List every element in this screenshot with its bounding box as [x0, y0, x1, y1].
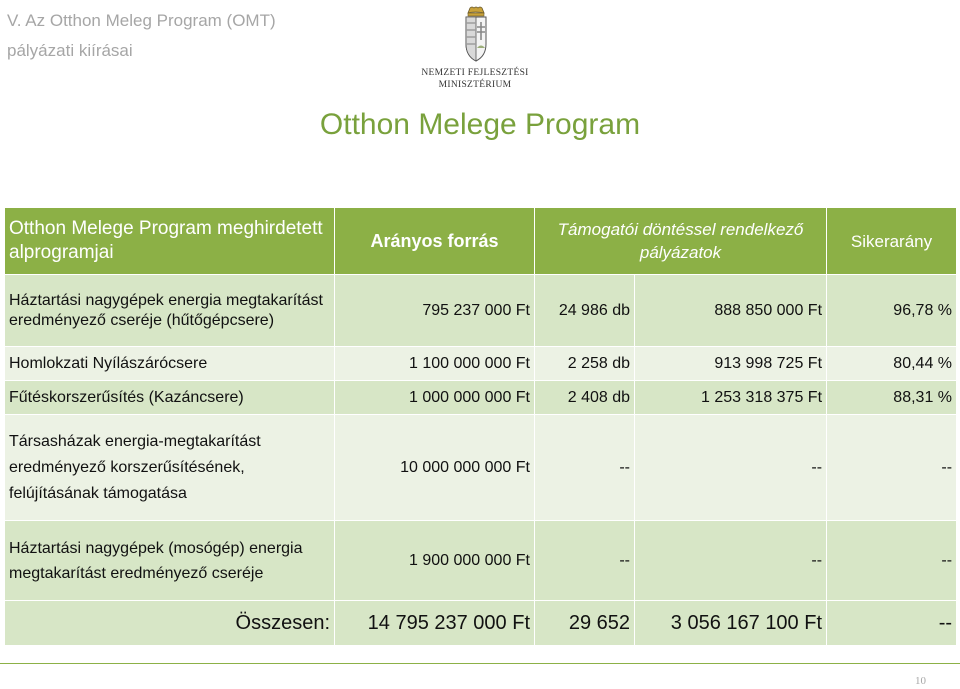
logo-text-line-1: NEMZETI FEJLESZTÉSI	[421, 68, 529, 78]
row-rate: 88,31 %	[827, 381, 957, 415]
row-amount: --	[635, 521, 827, 601]
row-rate: --	[827, 521, 957, 601]
table-row	[5, 521, 957, 601]
row-subprogram-name: Háztartási nagygépek energia megtakarítást eredményező cseréje (hűtőgépcsere)	[5, 275, 335, 347]
footer-divider	[0, 663, 960, 664]
slide-header	[7, 6, 276, 66]
header-approved-applications: Támogatói döntéssel rendelkező pályázatok	[535, 208, 827, 275]
header-line-1: V. Az Otthon Meleg Program (OMT)	[7, 11, 276, 30]
ministry-logo	[416, 6, 534, 96]
row-count: 2 408 db	[535, 381, 635, 415]
header-proportional-source: Arányos forrás	[335, 208, 535, 275]
total-count: 29 652	[535, 601, 635, 646]
row-source: 1 100 000 000 Ft	[335, 347, 535, 381]
row-rate: 96,78 %	[827, 275, 957, 347]
coat-of-arms-icon	[416, 6, 534, 68]
row-rate: --	[827, 415, 957, 521]
slide-number: 10	[915, 675, 926, 687]
total-source: 14 795 237 000 Ft	[335, 601, 535, 646]
row-amount: --	[635, 415, 827, 521]
row-count: 24 986 db	[535, 275, 635, 347]
row-rate: 80,44 %	[827, 347, 957, 381]
row-amount: 913 998 725 Ft	[635, 347, 827, 381]
row-subprogram-name: Fűtéskorszerűsítés (Kazáncsere)	[5, 381, 335, 415]
page-title: Otthon Melege Program	[319, 108, 641, 141]
table-header-row	[5, 208, 957, 275]
row-subprogram-name: Homlokzati Nyílászárócsere	[5, 347, 335, 381]
header-success-rate: Sikerarány	[827, 208, 957, 275]
header-line-2: pályázati kiírásai	[7, 41, 133, 60]
table-row	[5, 381, 957, 415]
row-source: 795 237 000 Ft	[335, 275, 535, 347]
row-count: 2 258 db	[535, 347, 635, 381]
row-amount: 1 253 318 375 Ft	[635, 381, 827, 415]
row-source: 10 000 000 000 Ft	[335, 415, 535, 521]
row-source: 1 900 000 000 Ft	[335, 521, 535, 601]
row-subprogram-name: Háztartási nagygépek (mosógép) energia megtakarítást eredményező cseréje	[5, 521, 335, 601]
program-table	[4, 207, 957, 646]
logo-text-line-2: MINISZTÉRIUM	[438, 80, 512, 90]
total-row	[5, 601, 957, 646]
table-row	[5, 275, 957, 347]
row-count: --	[535, 521, 635, 601]
total-label: Összesen:	[5, 601, 335, 646]
header-subprograms: Otthon Melege Program meghirdetett alprogramjai	[5, 208, 335, 275]
total-amount: 3 056 167 100 Ft	[635, 601, 827, 646]
row-count: --	[535, 415, 635, 521]
total-rate: --	[827, 601, 957, 646]
table-row	[5, 415, 957, 521]
row-subprogram-name: Társasházak energia-megtakarítást eredményező korszerűsítésének, felújításának támogatása	[5, 415, 335, 521]
row-amount: 888 850 000 Ft	[635, 275, 827, 347]
table-row	[5, 347, 957, 381]
row-source: 1 000 000 000 Ft	[335, 381, 535, 415]
